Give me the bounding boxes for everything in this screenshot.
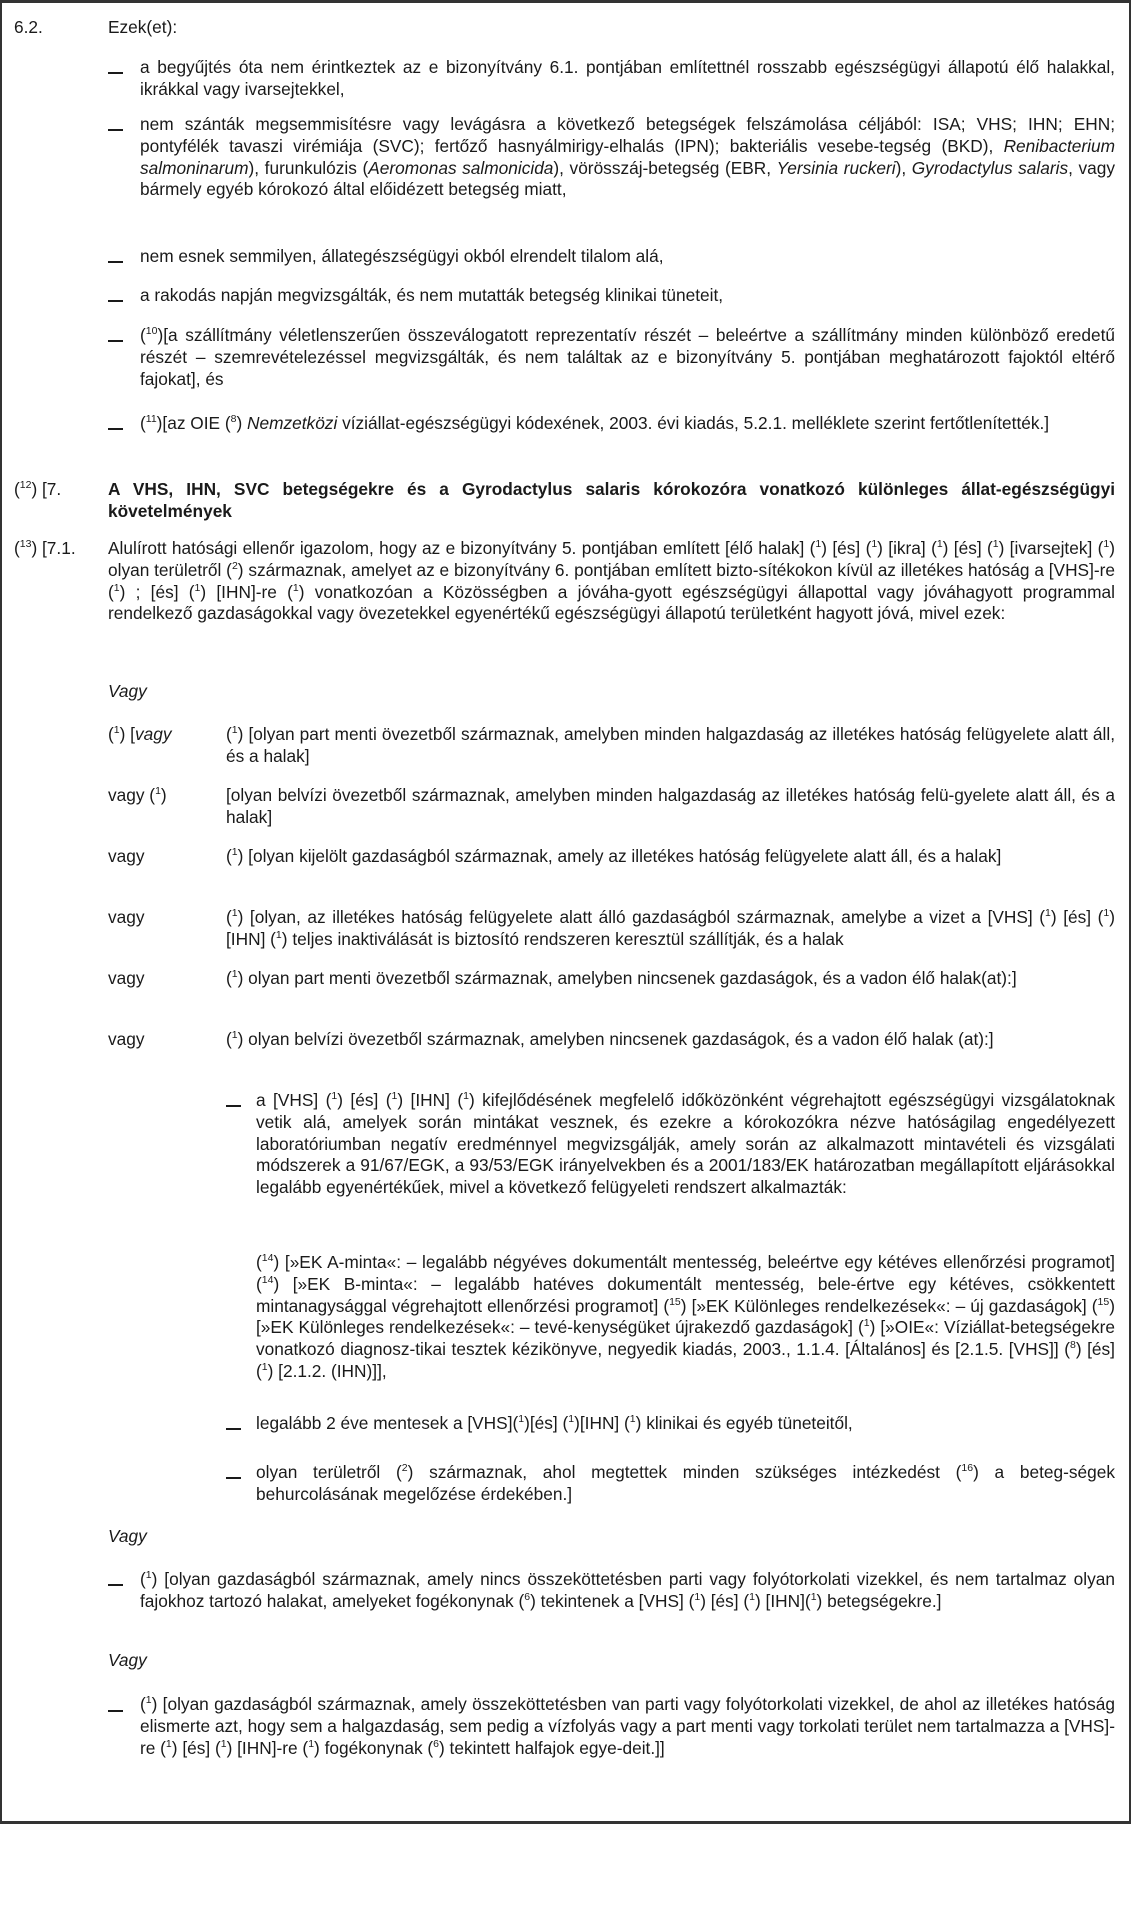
dash-icon [226,1105,241,1107]
option-text: ($^1$) olyan belvízi övezetből származnak, amelyben nincsenek gazdaságok, és a vadon élő halak (at):] [226,1029,994,1049]
alt-item: ($^1$) [olyan gazdaságból származnak, amely összeköttetésben van parti vagy folyótorkolati vizekkel, de ahol az illetékes hatóság elismerte azt, hogy sem a halgazdaság, sem pedig a vízfolyás vagy a part menti vagy torkolati terület nem tartalmazza a [VHS]-re ($^1$) [és] ($^1$) [IHN]-re ($^1$) fogékonynak ($^6$) tekintett halfajok egye-deit.]] [140,1694,1115,1758]
option-label: vagy [108,907,145,927]
option-text: ($^1$) olyan part menti övezetből származnak, amelyben nincsenek gazdaságok, és a vadon élő halak(at):] [226,968,1017,988]
section-6-2-number: 6.2. [14,17,43,37]
dash-icon [108,340,123,342]
option-label: vagy [108,846,145,866]
option-text: [olyan belvízi övezetből származnak, amelyben minden halgazdaság az illetékes hatóság felü-gyelete alatt áll, és a halak] [226,785,1115,827]
dash-icon [108,1710,123,1712]
dash-icon [108,1584,123,1586]
list-item: a begyűjtés óta nem érintkeztek az e bizonyítvány 6.1. pontjában említettnél rosszabb egészségügyi állapotú élő halakkal, ikrákkal vagy ivarsejtekkel, [140,57,1115,99]
list-item: nem esnek semmilyen, állategészségügyi okból elrendelt tilalom alá, [140,246,664,266]
dash-icon [108,261,123,263]
list-item: a rakodás napján megvizsgálták, és nem mutatták betegség klinikai tüneteit, [140,285,724,305]
section-7-1-number: ($^{13}$) [7.1. [14,538,76,558]
section-6-2-heading: Ezek(et): [108,17,178,37]
dash-icon [226,1428,241,1430]
alt-item: ($^1$) [olyan gazdaságból származnak, amely nincs összeköttetésben parti vagy folyótorkolati vizekkel, és nem tartalmaz olyan fajokhoz tartozó halakat, amelyeket fogékonynak ($^6$) tekintenek a [VHS] ($^1$) [és] ($^1$) [IHN]($^1$) betegségekre.] [140,1569,1115,1611]
option-text: ($^1$) [olyan kijelölt gazdaságból származnak, amely az illetékes hatóság felügyelete alatt áll, és a halak] [226,846,1002,866]
list-item: ($^{11}$)[az OIE ($^8$) Nemzetközi víziállat-egészségügyi kódexének, 2003. évi kiadás, 5.2.1. melléklete szerint fertőtlenítették.] [140,413,1050,433]
sub-list-item: legalább 2 éve mentesek a [VHS]($^1$)[és] ($^1$)[IHN] ($^1$) klinikai és egyéb tüneteitől, [256,1413,853,1433]
option-label: ($^1$) [vagy [108,724,172,744]
section-7-number: ($^{12}$) [7. [14,479,62,499]
dash-icon [108,129,123,131]
vagy-label: Vagy [108,681,147,701]
list-item: ($^{10}$)[a szállítmány véletlenszerűen összeválogatott reprezentatív részét – beleértve a szállítmány minden különböző eredetű részét – szemrevételezéssel megvizsgálták, és nem találtak az e bizonyítvány 5. pontjában meghatározott fajoktól eltérő fajokat], és [140,325,1115,389]
surveillance-text: ($^{14}$) [»EK A-minta«: – legalább négyéves dokumentált mentesség, beleértve egy kétéves ellenőrzési programot]($^{14}$) [»EK B-minta«: – legalább hatéves dokumentált mentesség, bele-értve egy kétéves, csökkentett mintanagysággal végrehajtott ellenőrzési programot] ($^{15}$) [»EK Különleges rendelkezések«: – új gazdaságok] ($^{15}$) [»EK Különleges rendelkezések«: – tevé-kenységüket újrakezdő gazdaságok] ($^1$) [»OIE«: Víziállat-betegségekre vonatkozó diagnosz-tikai tesztek kézikönyve, negyedik kiadás, 2003., 1.1.4. [Általános] és [2.1.5. [VHS]] ($^8$) [és] ($^1$) [2.1.2. (IHN)]], [256,1252,1115,1381]
option-label: vagy [108,1029,145,1049]
list-item: nem szánták megsemmisítésre vagy levágásra a következő betegségek felszámolása céljából: ISA; VHS; IHN; EHN; pontyfélék tavaszi virémiája (SVC); fertőző hasnyálmirigy-elhalás (IPN); bakteriális vesebe-tegség (BKD), Renibacterium salmoninarum), furunkulózis (Aeromonas salmonicida), vörösszáj-betegség (EBR, Yersinia ruckeri), Gyrodactylus salaris, vagy bármely egyéb kórokozó által előidézett betegség miatt, [140,114,1115,200]
option-text: ($^1$) [olyan, az illetékes hatóság felügyelete alatt álló gazdaságból származnak, amelybe a vizet a [VHS] ($^1$) [és] ($^1$) [IHN] ($^1$) teljes inaktiválását is biztosító rendszeren keresztül szállítják, és a halak [226,907,1115,949]
dash-icon [226,1477,241,1479]
dash-icon [108,72,123,74]
dash-icon [108,428,123,430]
vagy-label: Vagy [108,1650,147,1670]
dash-icon [108,300,123,302]
option-label: vagy [108,968,145,988]
option-text: ($^1$) [olyan part menti övezetből származnak, amelyben minden halgazdaság az illetékes hatóság felügyelete alatt áll, és a halak] [226,724,1115,766]
section-7-1-intro: Alulírott hatósági ellenőr igazolom, hogy az e bizonyítvány 5. pontjában említett [élő halak] ($^1$) [és] ($^1$) [ikra] ($^1$) [és] ($^1$) [ivarsejtek] ($^1$) olyan területről ($^2$) származnak, amelyet az e bizonyítvány 6. pontjában említett bizto-sítékokon kívül az illetékes hatóság a [VHS]-re ($^1$) ; [és] ($^1$) [IHN]-re ($^1$) vonatkozóan a Közösségben a jóváha-gyott egészségügyi állapottal vagy jóváhagyott programmal rendelkező gazdaságokkal vagy övezetekkel egyenértékű egészségügyi állapotú területként hagyott jóvá, mivel ezek: [108,538,1116,624]
section-7-heading: A VHS, IHN, SVC betegségekre és a Gyrodactylus salaris kórokozóra vonatkozó különleges állat-egészségügyi követelmények [108,479,1115,521]
option-label: vagy ($^1$) [108,785,167,805]
sub-list-item: a [VHS] ($^1$) [és] ($^1$) [IHN] ($^1$) kifejlődésének megfelelő időközönként végrehajtott egészségügyi vizsgálatoknak vetik alá, amelyek során mintákat vesznek, és ezekre a kórokozókra nézve hatóságilag engedélyezett laboratóriumban negatív eredménnyel megvizsgálják, amely során az alkalmazott mintavételi és vizsgálati módszerek a 91/67/EGK, a 93/53/EGK irányelvekben és a 2001/183/EK határozatban megállapított eljárásokkal legalább egyenértékűek, mivel a következő felügyeleti rendszert alkalmazták: [256,1090,1115,1198]
sub-list-item: olyan területről ($^2$) származnak, ahol megtettek minden szükséges intézkedést ($^{16}$) a beteg-ségek behurcolásának megelőzése érdekében.] [256,1462,1115,1504]
vagy-label: Vagy [108,1526,147,1546]
